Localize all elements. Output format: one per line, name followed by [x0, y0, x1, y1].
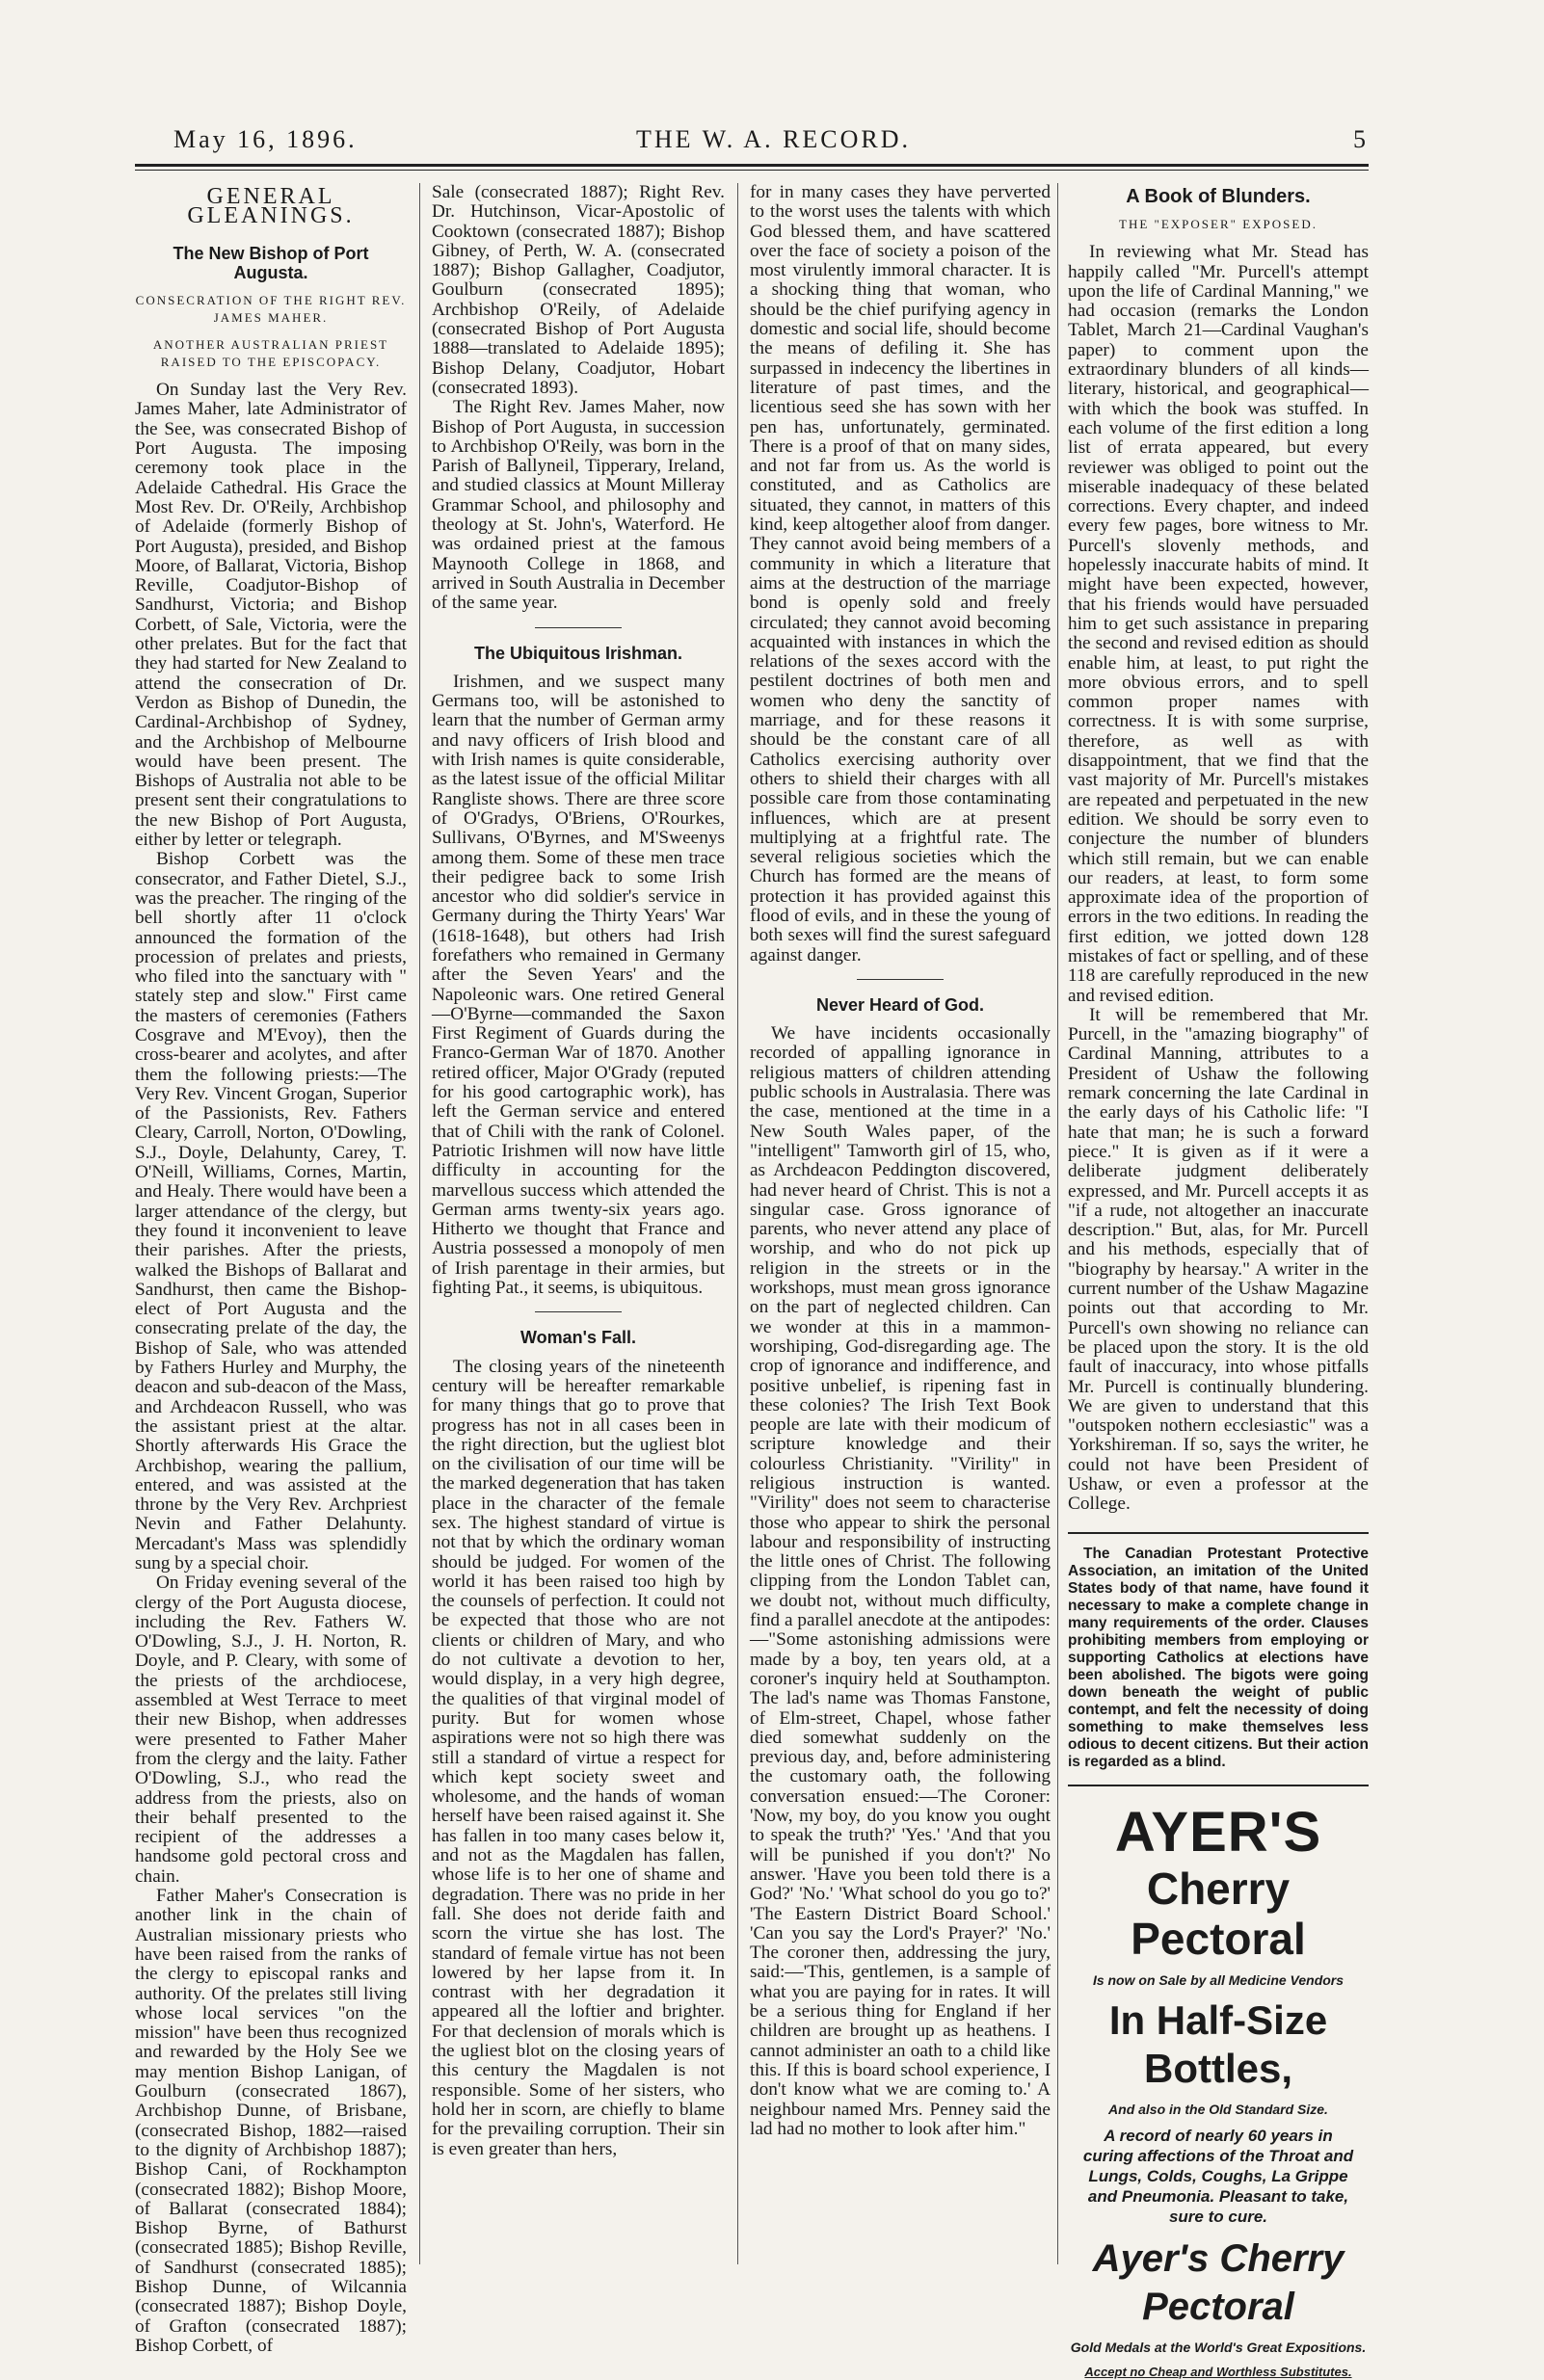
column-1 [135, 183, 407, 2356]
page-number: 5 [1353, 125, 1369, 153]
article-title: Woman's Fall. [520, 1328, 636, 1348]
ad-sale-line: Is now on Sale by all Medicine Vendors [1092, 1971, 1344, 1988]
paragraph: On Friday evening several of the clergy of the Port Augusta diocese, including the Rev. Fathers W. O'Dowling, S.J., J. H. Norton, R. Doyle, and P. Cleary, with some of the priests of the archdiocese, assembled at West Terrace to meet their new Bishop, when addresses were presented to Father Maher from the clergy and the laity. Father O'Dowling, S.J., who read the address from the priests, also on their behalf presented to the recipient of the addresses a handsome gold pectoral cross and chain. [135, 1573, 407, 1887]
article-subheading: THE "EXPOSER" EXPOSED. [1119, 217, 1318, 232]
paragraph: We have incidents occasionally recorded of appalling ignorance in religious matters of children attending public schools in Australasia. There was the case, mentioned at the time in a New South Wales paper, of the "intelligent" Tamworth girl of 15, who, as Archdeacon Peddington discovered, had never heard of Christ. This is not a singular case. Gross ignorance of parents, who never attend any place of worship, and who do not pick up religion in the streets or in the workshops, must mean gross ignorance on the part of neglected children. Can we wonder at this in a mammon-worshiping, God-disregarding age. The crop of ignorance and indifference, and positive unbelief, is ripening fast in these colonies? The Irish Text Book people are late with their modicum of scripture knowledge and their colourless Christianity. "Virility" in religious instruction is wanted. "Virility" does not seem to characterise those who appear to shirk the personal labour and responsibility of instructing the little ones of Christ. The following clipping from the London Tablet can, we doubt not, without much difficulty, find a parallel anecdote at the antipodes:—"Some astonishing admissions were made by a boy, ten years old, at a coroner's inquiry held at Southampton. The lad's name was Thomas Fanstone, of Elm-street, Chapel, whose father died somewhat suddenly on the previous day, and, before administering the customary oath, the following conversation ensued:—The Coroner: 'Now, my boy, do you know you ought to speak the truth?' 'Yes.' 'And that you will be punished if you don't?' No answer. 'Have you been told there is a God?' 'No.' 'What school do you go to?' 'The Eastern District Board School.' 'Can you say the Lord's Prayer?' 'No.' The coroner then, addressing the jury, said:—'This, gentlemen, is a sample of what you are paying for in rates. It will be a serious thing for England if her children are brought up as heathens. I cannot administer an oath to a child like this. If this is board school experience, I don't know what we are coming to.' A neighbour named Mrs. Penney said the lad had no mother to look after him." [750, 1023, 1051, 2139]
ad-brand: AYER'S [1114, 1800, 1322, 1864]
paragraph: The Right Rev. James Maher, now Bishop of Port Augusta, in succession to Archbishop O'Reily, was born in the Parish of Ballyneil, Tipperary, Ireland, and studied classics at Mount Milleray Grammar School, and philosophy and theology at St. John's, Waterford. He was ordained priest at the famous Maynooth College in 1868, and arrived in South Australia in December of the same year. [432, 397, 725, 614]
ad-product: Cherry Pectoral [1131, 1863, 1306, 1964]
ad-substitutes: Accept no Cheap and Worthless Substitutes. [1084, 2364, 1352, 2379]
issue-date: May 16, 1896. [173, 125, 358, 153]
header-rule-thin [135, 170, 1369, 171]
column-divider [419, 183, 420, 2264]
article-title: The New Bishop of Port Augusta. [173, 243, 369, 282]
paragraph: Irishmen, and we suspect many Germans too, will be astonished to learn that the number of German army and navy officers of Irish blood and with Irish names is quite considerable, as the latest issue of the official Militar Rangliste shows. There are three score of O'Gradys, O'Briens, O'Rourkes, Sullivans, O'Byrnes, and M'Sweenys among them. Some of these men trace their pedigree back to some Irish ancestor who did soldier's service in Germany during the Thirty Years' War (1618-1648), but others had Irish forefathers who remained in Germany after the Seven Years' and the Napoleonic wars. One retired General—O'Byrne—commanded the Saxon First Regiment of Guards during the Franco-German War of 1870. Another retired officer, Major O'Grady (reputed for his good cartographic work), has left the German service and entered that of Chili with the rank of Colonel. Patriotic Irishmen will now have little difficulty in accounting for the marvellous success which attended the German arms twenty-six years ago. Hitherto we thought that France and Austria possessed a monopoly of men of Irish parentage in their armies, but fighting Pat., it seems, is ubiquitous. [432, 671, 725, 1299]
article-subheading: ANOTHER AUSTRALIAN PRIEST RAISED TO THE EPISCOPACY. [152, 337, 389, 370]
article-title: The Ubiquitous Irishman. [473, 643, 682, 663]
paragraph: It will be remembered that Mr. Purcell, in the "amazing biography" of Cardinal Manning, attributes to a President of Ushaw the following remark concerning the late Cardinal in the early days of his Catholic life: "I hate that man; he is such a forward piece." It is given as if it were a deliberate judgment deliberately expressed, and Mr. Purcell accepts it as "if a rude, not altogether an inaccurate description." But, alas, for Mr. Purcell and his methods, especially that of "biography by hearsay." A writer in the current number of the Ushaw Magazine points out that according to Mr. Purcell's own showing no reliance can be placed upon the story. It is the old fault of inaccuracy, into whose pitfalls Mr. Purcell is continually blundering. We are given to understand that this "outspoken nothern ecclesiastic" was a Yorkshireman. If so, says the writer, he could not have been President of Ushaw, or even a professor at the College. [1068, 1004, 1369, 1515]
header-rule [135, 164, 1369, 167]
column-2 [432, 183, 725, 2274]
column-divider [1057, 183, 1058, 2264]
ad-brand-script: Ayer's Cherry Pectoral [1092, 2236, 1344, 2328]
paragraph: Father Maher's Consecration is another link in the chain of Australian missionary priests who have been raised from the ranks of the clergy to episcopal ranks and authority. Of the prelates still living whose local services "on the mission" have been thus recognized and rewarded by the Holy See we may mention Bishop Lanigan, of Goulburn (consecrated 1867), Archbishop Dunne, of Brisbane, (consecrated Bishop, 1882—raised to the dignity of Archbishop 1887); Bishop Cani, of Rockhampton (consecrated 1882); Bishop Moore, of Ballarat (consecrated 1884); Bishop Byrne, of Bathurst (consecrated 1885); Bishop Reville, of Sandhurst (consecrated 1885); Bishop Dunne, of Wilcannia (consecrated 1887); Bishop Doyle, of Grafton (consecrated 1887); Bishop Corbett, of [135, 1886, 407, 2356]
section-title: GENERAL GLEANINGS. [187, 184, 355, 229]
article-subheading: CONSECRATION OF THE RIGHT REV. JAMES MAHER. [135, 293, 407, 326]
ad-body: A record of nearly 60 years in curing affections of the Throat and Lungs, Colds, Coughs, La Grippe and Pneumonia. Pleasant to take, sure to cure. [1082, 2126, 1354, 2226]
ad-half-size: In Half-Size Bottles, [1108, 1997, 1328, 2091]
column-divider [737, 183, 738, 2264]
notice-text: The Canadian Protestant Protective Association, an imitation of the United States body of that name, have found it necessary to make a complete change in many requirements of the order. Clauses prohibiting members from employing or supporting Catholics at elections have been abolished. The bigots were going down beneath the weight of public contempt, and felt the necessity of doing something to make themselves less odious to decent citizens. But their action is regarded as a blind. [1068, 1545, 1369, 1770]
article-separator [857, 979, 944, 980]
article-separator [535, 1311, 622, 1312]
column-3 [750, 183, 1051, 2274]
paragraph: The closing years of the nineteenth century will be hereafter remarkable for many things that go to prove that progress has not in all cases been in the right direction, but the ugliest blot on the civilisation of our time will be the marked degeneration that has taken place in the character of the female sex. The highest standard of virtue is not that by which the ordinary woman should be judged. For women of the world it has been raised too high by the counsels of perfection. It could not be expected that those who are not clients or children of Mary, and who do not cultivate a devotion to her, would display, in a very high degree, the qualities of that virginal model of purity. But for women whose aspirations were not so high there was still a standard of virtue a respect for which kept society sweet and wholesome, and the hands of woman herself have been raised against it. She has fallen in too many cases below it, and not as the Magdalen has fallen, whose life is to her one of shame and degradation. There was no pride in her fall. She does not deride faith and scorn the virtue she has lost. The standard of female virtue has not been lowered by her lapse from it. In contrast with her degradation it appeared all the loftier and brighter. For that declension of morals which is the ugliest blot on the closing years of this century the Magdalen is not responsible. Some of her sisters, who hold her in scorn, are chiefly to blame for the prevailing corruption. Their sin is even greater than hers, [432, 1356, 725, 2159]
paragraph: On Sunday last the Very Rev. James Maher, late Administrator of the See, was consecrated Bishop of Port Augusta. The imposing ceremony took place in the Adelaide Cathedral. His Grace the Most Rev. Dr. O'Reily, Archbishop of Adelaide (formerly Bishop of Port Augusta), presided, and Bishop Moore, of Ballarat, Victoria, Bishop Reville, Coadjutor-Bishop of Sandhurst, Victoria; and Bishop Corbett, of Sale, Victoria, were the other prelates. But for the fact that they had started for New Zealand to attend the consecration of Dr. Verdon as Bishop of Dunedin, the Cardinal-Archbishop of Sydney, and the Archbishop of Melbourne would have been present. The Bishops of Australia not able to be present sent their congratulations to the new Bishop of Port Augusta, either by letter or telegraph. [135, 380, 407, 851]
page-header [135, 125, 1369, 158]
paragraph: Bishop Corbett was the consecrator, and Father Dietel, S.J., was the preacher. The ringing of the bell shortly after 11 o'clock announced the formation of the procession of prelates and priests, who filed into the sanctuary with " stately step and slow." First came the masters of ceremonies (Fathers Cosgrave and M'Evoy), then the cross-bearer and acolytes, and after them the following priests:—The Very Rev. Vincent Grogan, Superior of the Passionists, Rev. Fathers Cleary, Carroll, Norton, O'Dowling, S.J., Doyle, Delahunty, Carey, T. O'Neill, Williams, Cornes, Martin, and Healy. There would have been a larger attendance of the clergy, but they found it inconvenient to leave their parishes. After the priests, walked the Bishops of Ballarat and Sandhurst, then came the Bishop-elect of Port Augusta and the consecrating prelate of the day, the Bishop of Sale, who was attended by Fathers Hurley and Murphy, the deacon and sub-deacon of the Mass, and Archdeacon Russell, who was the assistant priest at the altar. Shortly afterwards His Grace the Archbishop, wearing the pallium, entered, and was assisted at the throne by the Very Rev. Archpriest Nevin and Father Delahunty. Mercadant's Mass was splendidly sung by a special choir. [135, 849, 407, 1573]
column-4 [1068, 183, 1369, 2379]
advertisement [1068, 1785, 1369, 2380]
article-title: A Book of Blunders. [1126, 186, 1311, 207]
paragraph: for in many cases they have perverted to the worst uses the talents with which God blessed them, and have scattered over the face of society a poison of the most virulently immoral character. It is a shocking thing that woman, who should be the chief purifying agency in domestic and social life, should become the means of defiling it. She has surpassed in indecency the libertines in literature of past times, and the licentious seed she has sown with her pen has, unfortunately, germinated. There is a proof of that on many sides, and not far from us. As the world is constituted, and as Catholics are situated, they cannot, in matters of this kind, keep altogether aloof from danger. They cannot avoid being members of a community in which a literature that aims at the destruction of the marriage bond is openly sold and freely circulated; they cannot avoid becoming acquainted with instances in which the relations of the sexes accord with the pestilent doctrines of both men and women who deny the sanctity of marriage, and for these reasons it should be the constant care of all Catholics exercising authority over others to shield their charges with all possible care from those contaminating influences, which are at present multiplying at a frightful rate. The several religious societies which the Church has formed are the means of protection it has provided against this flood of evils, and in these the young of both sexes will find the surest safeguard against danger. [750, 182, 1051, 965]
ad-medals: Gold Medals at the World's Great Expositions. [1070, 2339, 1367, 2355]
article-title: Never Heard of God. [815, 994, 985, 1015]
paragraph: In reviewing what Mr. Stead has happily called "Mr. Purcell's attempt upon the life of Cardinal Manning," we had occasion (remarks the London Tablet, March 21—Cardinal Vaughan's paper) to comment upon the extraordinary blunders of all kinds—literary, historical, and geographical—with which the book was stuffed. In each volume of the first edition a long list of errata appeared, but every reviewer was obliged to point out the miserable inadequacy of these belated corrections. Every chapter, and indeed every few pages, bore witness to Mr. Purcell's slovenly methods, and hopelessly inaccurate habits of mind. It might have been expected, however, that his friends would have persuaded him to get such assistance in preparing the second and revised edition as should enable him, at least, to put right the more obvious errors, and to spell common proper names with correctness. It is with some surprise, therefore, as well as with disappointment, that we find that the vast majority of Mr. Purcell's mistakes are repeated and perpetuated in the new edition. We should be sorry even to conjecture the number of blunders which still remain, but we can enable our readers, at least, to form some approximate idea of the proportion of errors in the two editions. In reading the first edition, we jotted down 128 mistakes of fact or spelling, and of these 118 are carefully reproduced in the new and revised edition. [1068, 242, 1369, 1006]
notice-block [1068, 1532, 1369, 1771]
article-separator [535, 627, 622, 628]
ad-standard-line: And also in the Old Standard Size. [1108, 2101, 1328, 2117]
masthead-title: THE W. A. RECORD. [636, 125, 912, 153]
paragraph: Sale (consecrated 1887); Right Rev. Dr. Hutchinson, Vicar-Apostolic of Cooktown (consecrated 1887); Bishop Gibney, of Perth, W. A. (consecrated 1887); Bishop Gallagher, Coadjutor, Goulburn (consecrated 1895); Archbishop O'Reily, of Adelaide (consecrated Bishop of Port Augusta 1888—translated to Adelaide 1895); Bishop Delany, Coadjutor, Hobart (consecrated 1893). [432, 182, 725, 398]
